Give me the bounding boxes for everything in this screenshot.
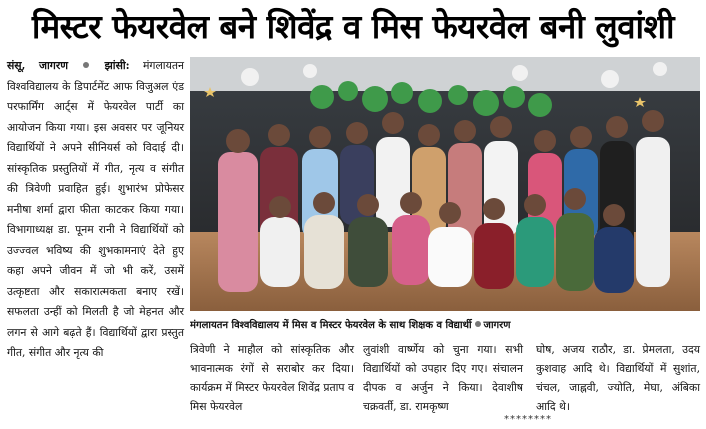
dateline: संसू, जागरण — [7, 59, 69, 72]
bullet-icon — [475, 321, 481, 327]
article-column-4: घोष, अजय राठौर, डा. प्रेमलता, उदय कुशवाह आदि थे। विद्यार्थियों में सुशांत, चंचल, जाह्नवी, ज्योति, मेघा, अंबिका आदि थे। — [536, 343, 700, 413]
end-mark: ******** — [504, 414, 552, 425]
caption-credit: जागरण — [483, 320, 511, 331]
group-photo-illustration — [190, 57, 700, 311]
article-column-2: त्रिवेणी ने माहौल को सांस्कृतिक और भावनात्मक रंगों से सराबोर कर दिया। कार्यक्रम में मिस्टर फेयरवेल शिवेंद्र प्रताप व मिस फेयरवेल — [190, 343, 354, 413]
place-name: झांसी: — [104, 59, 130, 72]
bullet-icon — [83, 62, 89, 68]
caption-text: मंगलायतन विश्वविद्यालय में मिस व मिस्टर फेयरवेल के साथ शिक्षक व विद्यार्थी — [190, 320, 472, 331]
headline: मिस्टर फेयरवेल बने शिवेंद्र व मिस फेयरवेल बनी लुवांशी — [31, 7, 675, 46]
article-body-left: मंगलायतन विश्वविद्यालय के डिपार्टमेंट आफ विजुअल एंड परफार्मिंग आर्ट्स में फेयरवेल पार्टी का आयोजन किया गया। इस अवसर पर जूनियर विद्यार्थियों ने अपने सीनियर्स को विदाई दी। सांस्कृतिक प्रस्तुतियों में गीत, नृत्य व संगीत की त्रिवेणी प्रवाहित हुई। शुभारंभ प्रोफेसर मनीषा शर्मा द्वारा फीता काटकर किया गया। विभागाध्यक्ष डा. पूनम रानी ने विद्यार्थियों को उज्ज्वल भविष्य की शुभकामनाएं देते हुए कहा अपने जीवन में जो भी करें, उसमें उत्कृष्टता और सकारात्मकता बनाए रखें। सफलता उन्हीं को मिलती है जो मेहनत और लगन से आगे बढ़ते हैं। विद्यार्थियों द्वारा प्रस्तुत गीत, संगीत और नृत्य की — [7, 59, 185, 359]
article-column-3: लुवांशी वार्ष्णेय को चुना गया। सभी विद्यार्थियों को उपहार दिए गए। संचालन दीपक व अर्जुन ने किया। देवाशीष चक्रवर्ती, डा. रामकृष्ण — [363, 343, 523, 413]
group-photo — [190, 57, 700, 311]
article-left-column — [7, 56, 184, 364]
photo-caption — [190, 316, 700, 336]
